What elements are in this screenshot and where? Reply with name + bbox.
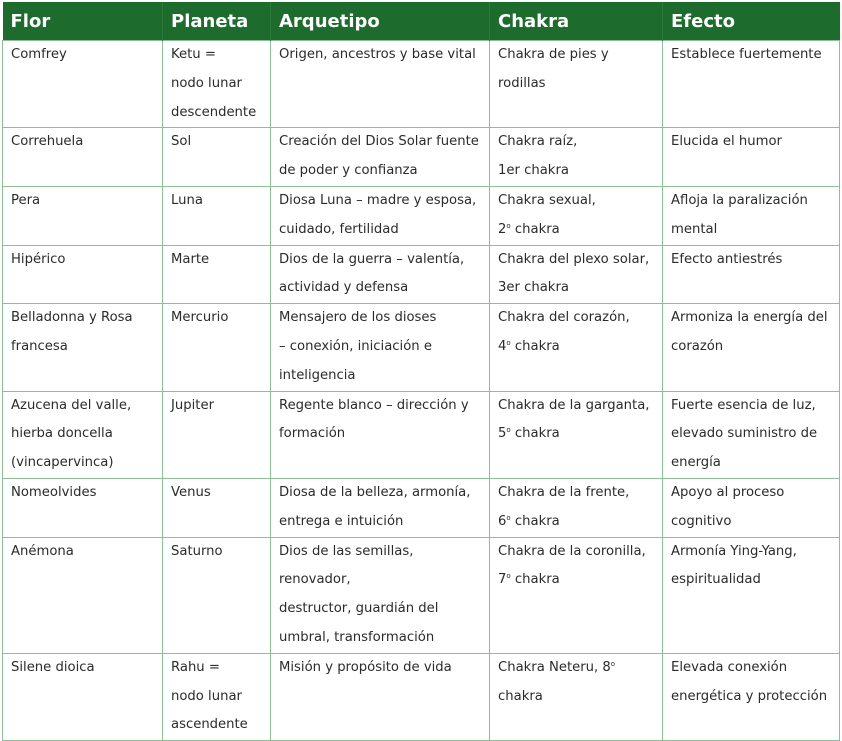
cell-chakra: Chakra de pies y rodillas xyxy=(490,41,663,128)
cell-flor: Correhuela xyxy=(3,128,163,187)
cell-planeta: Marte xyxy=(163,245,271,304)
cell-flor: Azucena del valle, hierba doncella (vincapervinca) xyxy=(3,391,163,478)
cell-planeta: Mercurio xyxy=(163,304,271,391)
cell-chakra: Chakra de la coronilla, 7$^o$ chakra xyxy=(490,537,663,653)
flower-correspondence-table xyxy=(2,2,840,741)
header-arquetipo: Arquetipo xyxy=(271,2,490,41)
cell-efecto: Armonía Ying-Yang, espiritualidad xyxy=(663,537,840,653)
cell-arquetipo: Mensajero de los dioses – conexión, iniciación e inteligencia xyxy=(271,304,490,391)
table-row xyxy=(3,186,840,245)
cell-chakra: Chakra del corazón, 4$^o$ chakra xyxy=(490,304,663,391)
cell-planeta: Saturno xyxy=(163,537,271,653)
table-row xyxy=(3,41,840,128)
cell-arquetipo: Diosa de la belleza, armonía, entrega e intuición xyxy=(271,478,490,537)
cell-efecto: Establece fuertemente xyxy=(663,41,840,128)
table-row xyxy=(3,537,840,653)
ordinal-indicator: o xyxy=(506,426,511,435)
cell-efecto: Elucida el humor xyxy=(663,128,840,187)
cell-arquetipo: Origen, ancestros y base vital xyxy=(271,41,490,128)
cell-efecto: Apoyo al proceso cognitivo xyxy=(663,478,840,537)
table-header-row xyxy=(3,2,840,41)
header-chakra: Chakra xyxy=(490,2,663,41)
cell-planeta: Rahu = nodo lunar ascendente xyxy=(163,653,271,740)
cell-chakra: Chakra de la garganta, 5$^o$ chakra xyxy=(490,391,663,478)
table-row xyxy=(3,245,840,304)
header-planeta: Planeta xyxy=(163,2,271,41)
table-row xyxy=(3,391,840,478)
cell-arquetipo: Creación del Dios Solar fuente de poder y confianza xyxy=(271,128,490,187)
table-row xyxy=(3,478,840,537)
table-row xyxy=(3,128,840,187)
cell-planeta: Venus xyxy=(163,478,271,537)
cell-flor: Hipérico xyxy=(3,245,163,304)
ordinal-indicator: o xyxy=(610,659,616,668)
cell-arquetipo: Dios de las semillas, renovador, destructor, guardián del umbral, transformación xyxy=(271,537,490,653)
cell-chakra: Chakra del plexo solar, 3er chakra xyxy=(490,245,663,304)
cell-planeta: Sol xyxy=(163,128,271,187)
cell-planeta: Ketu = nodo lunar descendente xyxy=(163,41,271,128)
ordinal-indicator: o xyxy=(506,221,511,230)
cell-chakra: Chakra raíz, 1er chakra xyxy=(490,128,663,187)
ordinal-indicator: o xyxy=(506,572,511,581)
cell-flor: Pera xyxy=(3,186,163,245)
cell-efecto: Efecto antiestrés xyxy=(663,245,840,304)
cell-efecto: Fuerte esencia de luz, elevado suministro de energía xyxy=(663,391,840,478)
cell-planeta: Jupiter xyxy=(163,391,271,478)
cell-flor: Belladonna y Rosa francesa xyxy=(3,304,163,391)
cell-chakra: Chakra sexual, 2$^o$ chakra xyxy=(490,186,663,245)
ordinal-indicator: o xyxy=(506,338,511,347)
cell-chakra: Chakra de la frente, 6$^o$ chakra xyxy=(490,478,663,537)
cell-arquetipo: Regente blanco – dirección y formación xyxy=(271,391,490,478)
cell-flor: Silene dioica xyxy=(3,653,163,740)
cell-arquetipo: Misión y propósito de vida xyxy=(271,653,490,740)
cell-arquetipo: Diosa Luna – madre y esposa, cuidado, fertilidad xyxy=(271,186,490,245)
cell-efecto: Afloja la paralización mental xyxy=(663,186,840,245)
cell-flor: Nomeolvides xyxy=(3,478,163,537)
cell-chakra: Chakra Neteru, 8$^o$ chakra xyxy=(490,653,663,740)
cell-flor: Anémona xyxy=(3,537,163,653)
flower-table-container xyxy=(2,2,839,741)
cell-efecto: Elevada conexión energética y protección xyxy=(663,653,840,740)
header-efecto: Efecto xyxy=(663,2,840,41)
header-flor: Flor xyxy=(3,2,163,41)
ordinal-indicator: o xyxy=(506,513,511,522)
cell-efecto: Armoniza la energía del corazón xyxy=(663,304,840,391)
cell-flor: Comfrey xyxy=(3,41,163,128)
cell-arquetipo: Dios de la guerra – valentía, actividad y defensa xyxy=(271,245,490,304)
table-row xyxy=(3,653,840,740)
cell-planeta: Luna xyxy=(163,186,271,245)
table-row xyxy=(3,304,840,391)
